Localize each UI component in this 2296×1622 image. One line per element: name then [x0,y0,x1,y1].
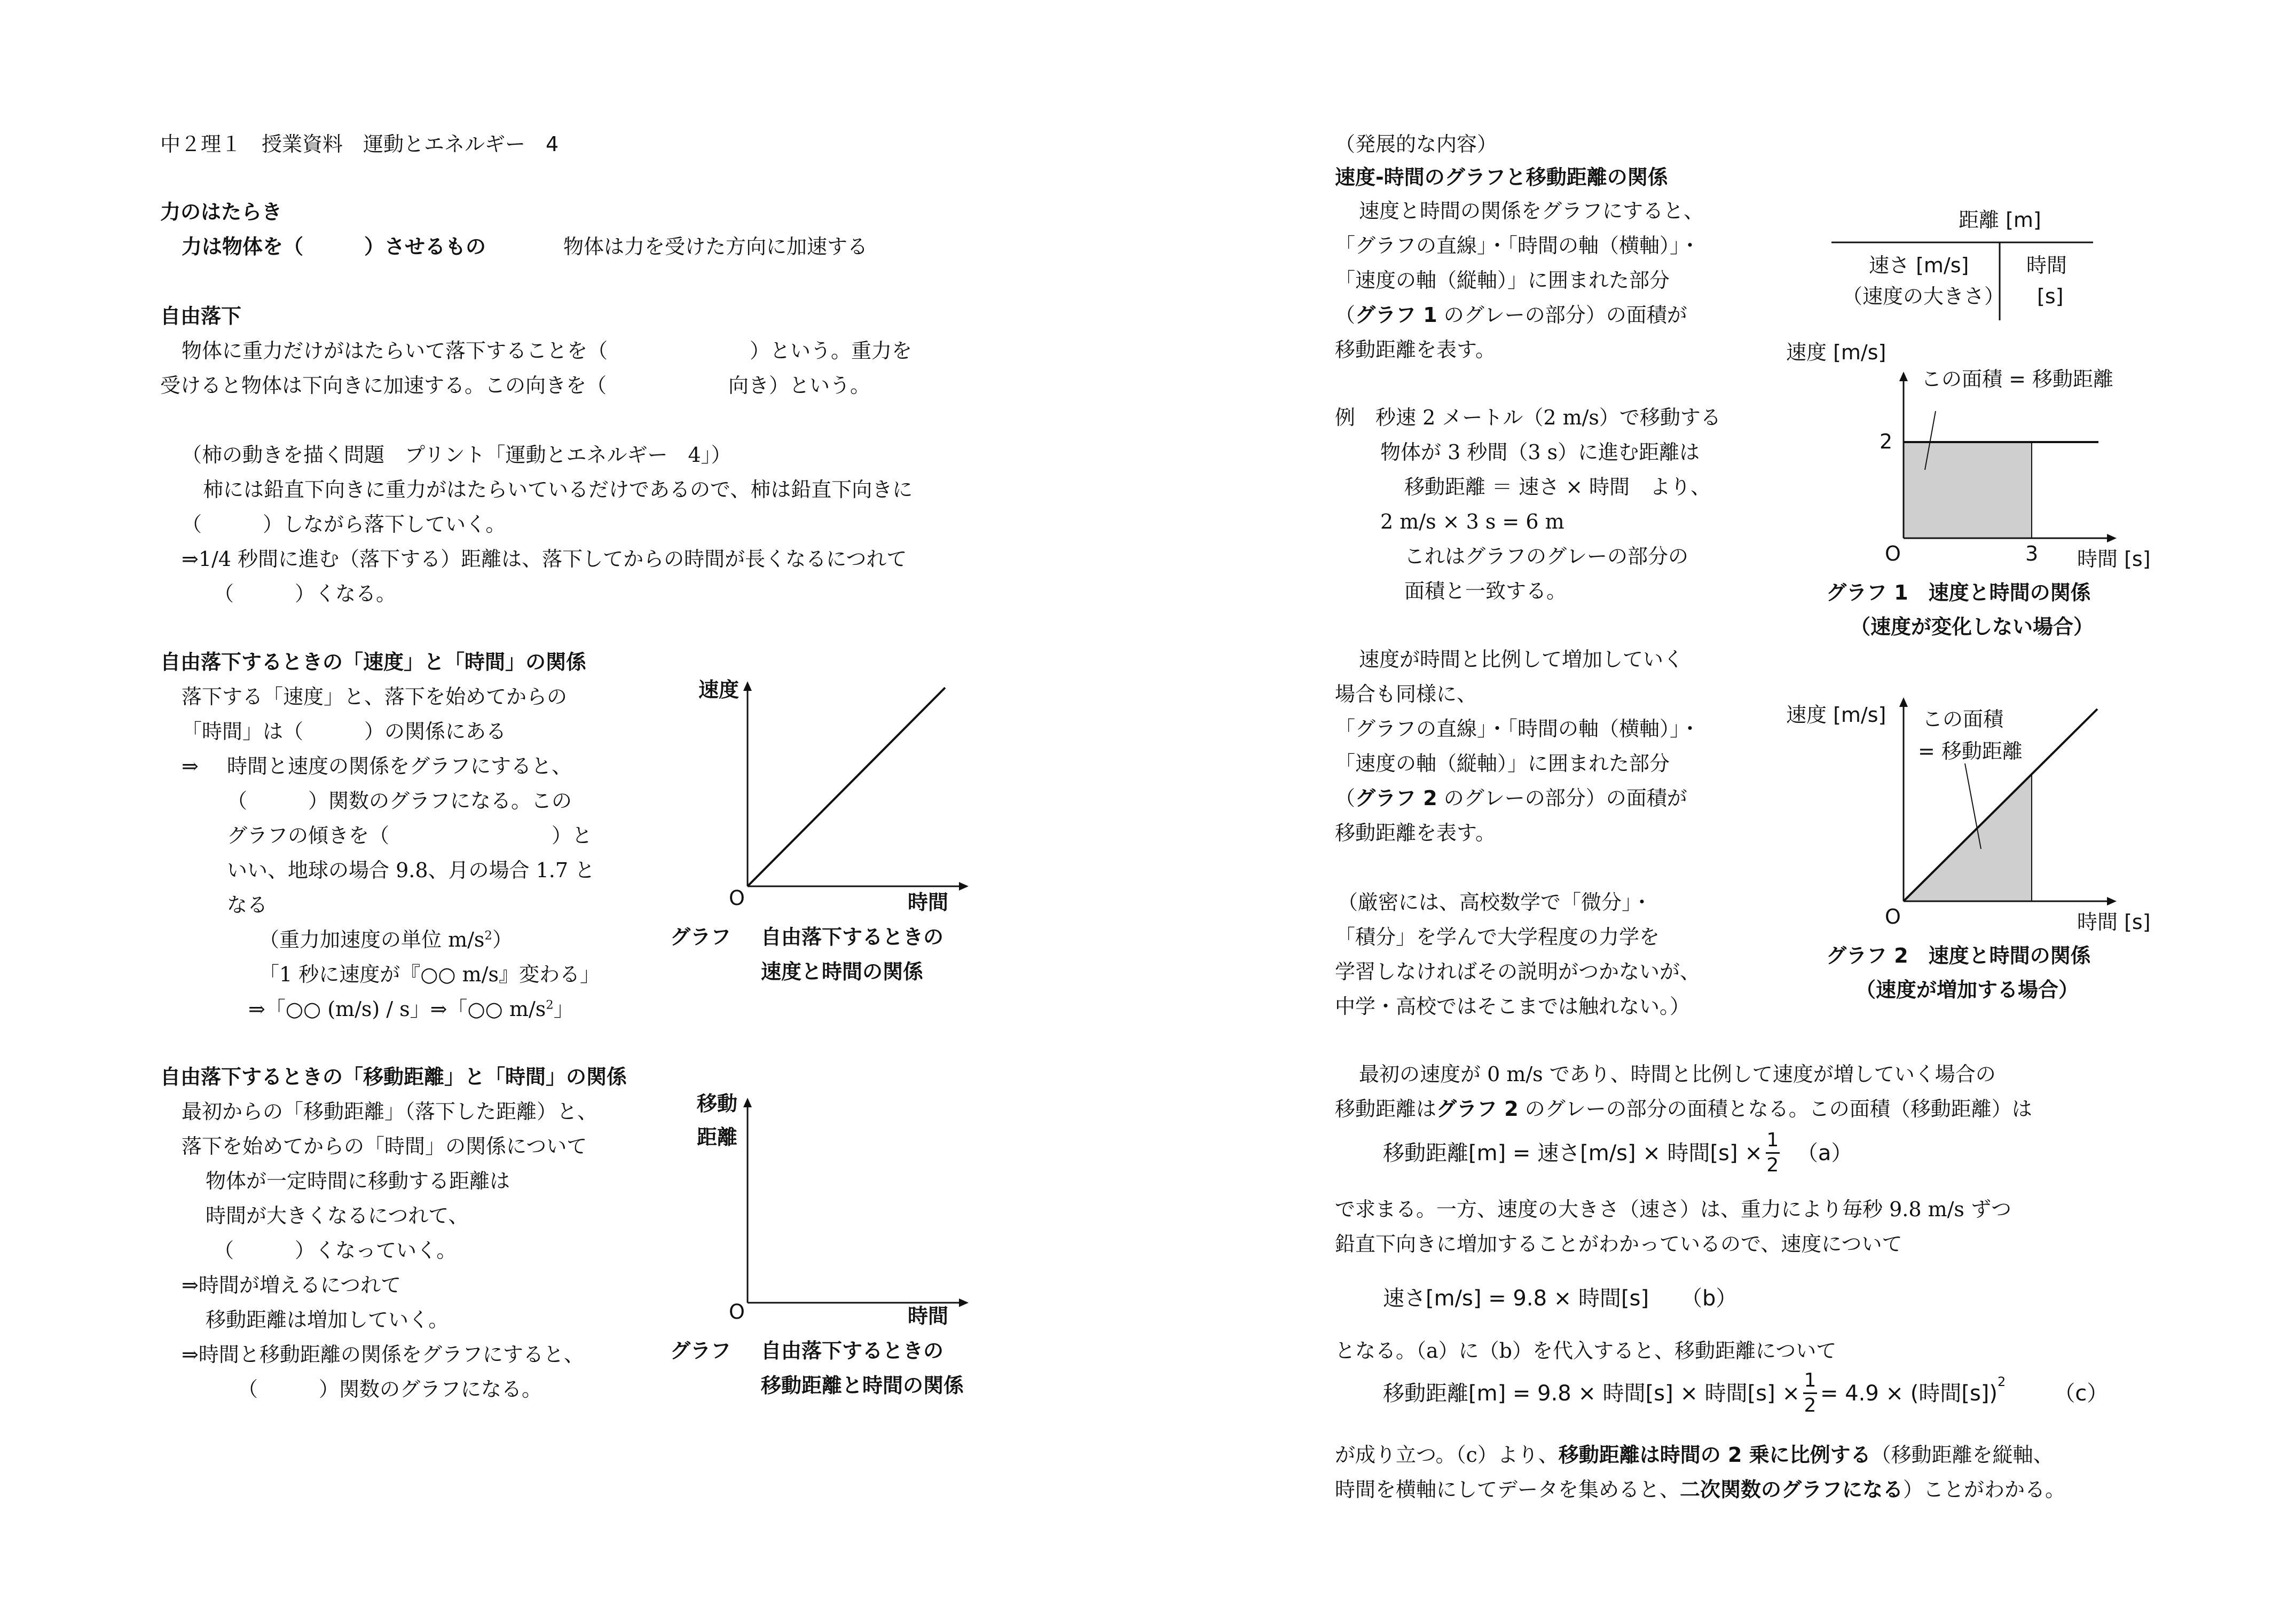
graph1-ytick: 2 [1880,430,1893,453]
free-fall-heading: 自由落下 [160,304,242,328]
speed-time-arrow: ⇒ [182,754,199,778]
speed-time-line-2: 「時間」は（ ）の関係にある [182,720,507,743]
distance-time-caption-2: 移動距離と時間の関係 [761,1374,964,1397]
p2-line-5: （グラフ 2 のグレーの部分）の面積が [1335,786,1687,810]
graph1-caption-1: グラフ 1 速度と時間の関係 [1826,581,2091,604]
graph1-caption-2: （速度が変化しない場合） [1850,615,2094,639]
speed-time-line-3: 時間と速度の関係をグラフにすると、 [227,754,572,778]
advanced-intro: （発展的な内容） [1335,132,1498,156]
strict-line-3: 学習しなければその説明がつかないが、 [1335,960,1701,983]
graph1-area [1904,442,2032,538]
formula-top: 距離 [m] [1959,208,2041,232]
graph2-svg [1869,694,2168,908]
graph1-y-arrow [1899,372,1908,381]
p2-line-3: 「グラフの直線」・「時間の軸（横軸）」・ [1335,717,1701,741]
formula-left-2: （速度の大きさ） [1842,285,2005,308]
distance-time-line-9: （ ）関数のグラフになる。 [238,1377,542,1401]
graph2-annotation-1: この面積 [1922,707,2004,731]
speed-time-line-1: 落下する「速度」と、落下を始めてからの [182,685,568,708]
header-title: 中２理１ 授業資料 運動とエネルギー 4 [160,132,559,156]
force-line-b: 物体は力を受けた方向に加速する [563,235,868,258]
advanced-heading: 速度-時間のグラフと移動距離の関係 [1335,166,1668,189]
speed-time-xlabel: 時間 [908,891,949,914]
speed-time-caption-2: 速度と時間の関係 [761,960,924,983]
graph2-y-arrow [1899,697,1908,707]
graph2-x-arrow [2107,897,2117,906]
distance-time-line-6: ⇒時間が増えるにつれて [182,1273,402,1297]
equation-a: 移動距離[m] = 速さ[m/s] × 時間[s] × $\frac{1}{2}$ （a） [1383,1129,1853,1176]
x-axis-arrow [959,1298,969,1307]
distance-time-line-5: （ ）くなっていく。 [214,1239,457,1262]
strict-line-2: 「積分」を学んで大学程度の力学を [1335,925,1660,949]
graph1-annotation: この面積 = 移動距離 [1921,367,2113,391]
kaki-line-2: 柿には鉛直下向きに重力がはたらいているだけであるので、柿は鉛直下向きに [203,478,913,501]
speed-time-ylabel: 速度 [698,678,740,702]
speed-time-origin: O [729,886,745,910]
example-line-6: 面積と一致する。 [1404,579,1567,603]
free-fall-line-1: 物体に重力だけがはたらいて落下することを（ ）という。重力を [182,339,913,363]
graph2-annotation-2: = 移動距離 [1918,739,2023,763]
kaki-line-3: （ ）しながら落下していく。 [182,513,506,536]
formula-left-1: 速さ [m/s] [1869,254,1969,277]
graph2-origin: O [1885,905,1901,928]
speed-line [748,688,945,886]
distance-time-caption-1: 自由落下するときの [761,1339,944,1363]
distance-time-heading: 自由落下するときの「移動距離」と「時間」の関係 [160,1065,627,1089]
distance-time-xlabel: 時間 [908,1304,949,1328]
p1-line-4: （グラフ 1 のグレーの部分）の面積が [1335,303,1687,327]
equation-b: 速さ[m/s] = 9.8 × 時間[s] （b） [1383,1286,1737,1311]
formula-right-1: 時間 [2026,254,2067,277]
kaki-line-4: ⇒1/4 秒間に進む（落下する）距離は、落下してからの時間が長くなるにつれて [182,547,907,571]
formula-right-2: [s] [2037,285,2064,308]
distance-time-line-1: 最初からの「移動距離」（落下した距離）と、 [182,1100,598,1123]
graph2-ylabel: 速度 [m/s] [1786,703,1886,727]
distance-time-ylabel-2: 距離 [697,1125,738,1149]
equation-c: 移動距離[m] = 9.8 × 時間[s] × 時間[s] × $\frac{1}{2}$ = 4.9 × (時間[s]) $^2$ （c） [1383,1369,2109,1416]
example-line-5: これはグラフのグレーの部分の [1404,545,1689,568]
speed-change-line: 「1 秒に速度が『○○ m/s』変わる」 [259,963,600,986]
speed-time-graph [694,678,972,892]
speed-time-line-6: いい、地球の場合 9.8、月の場合 1.7 と [227,859,595,882]
graph1-xtick: 3 [2025,542,2039,565]
graph1-origin: O [1885,542,1901,565]
p2-line-2: 場合も同様に、 [1335,682,1477,706]
formula-table-lines [1831,240,2098,326]
p2-line-4: 「速度の軸（縦軸）」に囲まれた部分 [1335,752,1670,775]
distance-time-caption-prefix: グラフ [670,1339,732,1363]
x-axis-arrow [959,882,969,891]
y-axis-arrow [743,681,752,691]
p1-line-3: 「速度の軸（縦軸）」に囲まれた部分 [1335,269,1670,292]
y-axis-arrow [743,1098,752,1107]
gravity-unit-line: （重力加速度の単位 $m/s^2$） [259,928,513,951]
speed-time-line-7: なる [227,893,268,917]
example-line-3: 移動距離 ＝ 速さ × 時間 より、 [1404,475,1711,499]
graph2-caption-1: グラフ 2 速度と時間の関係 [1826,944,2091,967]
distance-time-line-7: 移動距離は増加していく。 [206,1308,449,1332]
graph1-xlabel: 時間 [s] [2077,547,2151,571]
strict-line-1: （厳密には、高校数学で「微分」・ [1338,891,1653,914]
free-fall-line-2: 受けると物体は下向きに加速する。この向きを（ 向き）という。 [160,374,871,397]
p1-line-2: 「グラフの直線」・「時間の軸（横軸）」・ [1335,234,1701,257]
graph1-svg [1869,368,2168,550]
graph2-caption-2: （速度が増加する場合） [1855,978,2079,1002]
bottom-line-2: 移動距離はグラフ 2 のグレーの部分の面積となる。この面積（移動距離）は [1335,1097,2032,1121]
speed-time-line-4: （ ）関数のグラフになる。この [227,789,572,813]
distance-time-ylabel-1: 移動 [697,1092,738,1115]
speed-time-heading: 自由落下するときの「速度」と「時間」の関係 [160,650,587,674]
p1-line-5: 移動距離を表す。 [1335,338,1496,361]
distance-time-line-2: 落下を始めてからの「時間」の関係について [182,1135,587,1158]
speed-time-caption-prefix: グラフ [670,925,732,949]
distance-time-line-4: 時間が大きくなるにつれて、 [206,1204,469,1227]
p2-line-6: 移動距離を表す。 [1335,821,1496,845]
bottom-line-1: 最初の速度が 0 m/s であり、時間と比例して速度が増していく場合の [1359,1062,1996,1086]
graph1-ylabel: 速度 [m/s] [1786,341,1886,364]
example-line-1: 例 秒速 2 メートル（2 m/s）で移動する [1335,406,1721,429]
kaki-line-5: （ ）くなる。 [214,582,397,605]
kaki-line-1: （柿の動きを描く問題 プリント「運動とエネルギー 4」） [182,443,732,467]
p2-line-1: 速度が時間と比例して増加していく [1359,648,1684,671]
graph2-xlabel: 時間 [s] [2077,910,2151,934]
speed-time-caption-1: 自由落下するときの [761,925,944,949]
bottom-line-3: で求まる。一方、速度の大きさ（速さ）は、重力により毎秒 9.8 m/s ずつ [1335,1198,2012,1221]
force-heading: 力のはたらき [160,200,282,224]
graph1-x-arrow [2107,534,2117,542]
bottom-line-5: となる。（a）に（b）を代入すると、移動距離について [1335,1339,1837,1363]
strict-line-4: 中学・高校ではそこまでは触れない。） [1335,995,1690,1018]
bottom-line-4: 鉛直下向きに増加することがわかっているので、速度について [1335,1232,1902,1256]
speed-time-line-5: グラフの傾きを（ ）と [227,824,593,847]
bottom-line-6: が成り立つ。（c）より、移動距離は時間の 2 乗に比例する（移動距離を縦軸、 [1335,1443,2054,1467]
example-line-4: 2 m/s × 3 s = 6 m [1380,510,1564,533]
example-line-2: 物体が 3 秒間（3 s）に進む距離は [1380,440,1700,464]
distance-time-origin: O [729,1300,745,1324]
unit-conversion-line: ⇒「○○ (m/s) / s」⇒「○○ $m/s^2$」 [248,997,574,1021]
distance-time-line-8: ⇒時間と移動距離の関係をグラフにすると、 [182,1343,584,1366]
bottom-line-7: 時間を横軸にしてデータを集めると、二次関数のグラフになる）ことがわかる。 [1335,1478,2066,1501]
distance-time-line-3: 物体が一定時間に移動する距離は [206,1169,510,1193]
p1-line-1: 速度と時間の関係をグラフにすると、 [1359,199,1704,223]
force-line-a: 力は物体を（ ）させるもの [182,235,486,258]
